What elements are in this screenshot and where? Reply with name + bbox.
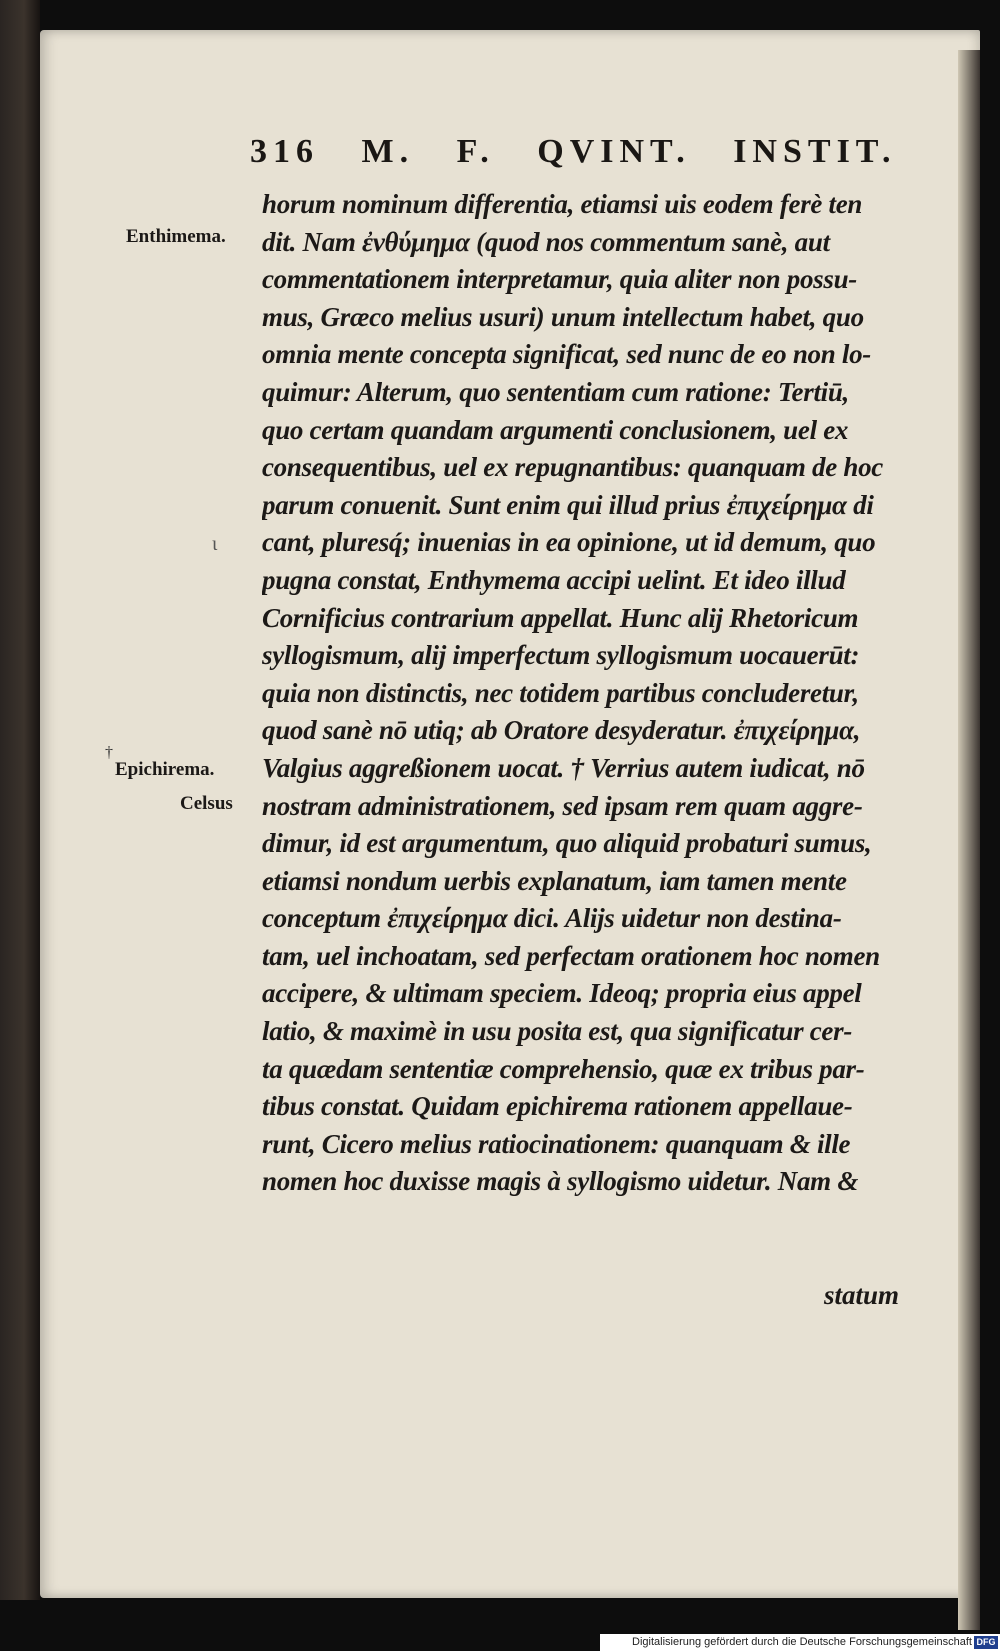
text-line: mus, Græco melius usuri) unum intellectum habet, quo	[262, 301, 864, 332]
text-line: cant, pluresq́; inuenias in ea opinione, ut id demum, quo	[262, 527, 876, 558]
text-line: syllogismum, alij imperfectum syllogismum uocauerūt:	[262, 640, 860, 671]
book-spine-edge	[0, 0, 40, 1600]
text-line: accipere, & ultimam speciem. Ideoq; propria eius appel	[262, 978, 862, 1009]
text-line: ta quædam sententiæ comprehensio, quæ ex tribus par-	[262, 1053, 865, 1084]
text-line: commentationem interpretamur, quia aliter non possu-	[262, 264, 857, 295]
text-line: quod sanè nō utiq; ab Oratore desyderatur. ἐπιχείρημα,	[262, 715, 861, 746]
margin-note-enthimema: Enthimema.	[126, 226, 226, 247]
digitization-credit	[600, 1634, 1000, 1651]
header-part: INSTIT.	[733, 133, 897, 170]
credit-text: Digitalisierung gefördert durch die Deutsche Forschungsgemeinschaft	[632, 1636, 972, 1648]
text-line: Valgius aggreßionem uocat. † Verrius autem iudicat, nō	[262, 752, 865, 783]
margin-dagger: †	[105, 744, 113, 761]
body-text	[262, 186, 932, 1201]
text-line: nostram administrationem, sed ipsam rem quam aggre-	[262, 790, 863, 821]
text-line: etiamsi nondum uerbis explanatum, iam tamen mente	[262, 865, 847, 896]
text-line: conceptum ἐπιχείρημα dici. Alijs uidetur non destina-	[262, 903, 842, 934]
text-line: pugna constat, Enthymema accipi uelint. Et ideo illud	[262, 564, 846, 595]
header-part: F.	[456, 133, 495, 170]
text-line: quia non distinctis, nec totidem partibus concluderetur,	[262, 677, 859, 708]
text-line: latio, & maximè in usu posita est, qua significatur cer-	[262, 1016, 853, 1047]
text-line: dimur, id est argumentum, quo aliquid probaturi sumus,	[262, 828, 872, 859]
header-part: QVINT.	[537, 133, 691, 170]
text-line: Cornificius contrarium appellat. Hunc alij Rhetoricum	[262, 602, 859, 633]
text-line: parum conuenit. Sunt enim qui illud prius ἐπιχείρημα di	[262, 489, 874, 520]
margin-note-epichirema: Epichirema.	[115, 759, 215, 780]
text-line: tam, uel inchoatam, sed perfectam orationem hoc nomen	[262, 940, 880, 971]
text-line: omnia mente concepta significat, sed nunc de eo non lo-	[262, 339, 871, 370]
stray-mark: ι	[212, 533, 218, 555]
page-number: 316	[250, 133, 319, 170]
text-line: horum nominum differentia, etiamsi uis eodem ferè ten	[262, 189, 863, 219]
dfg-logo: DFG	[974, 1636, 998, 1649]
margin-note-celsus: Celsus	[180, 793, 233, 814]
text-line: consequentibus, uel ex repugnantibus: quanquam de hoc	[262, 452, 883, 483]
running-header	[250, 133, 897, 171]
page-edge-shadow	[958, 50, 980, 1630]
text-line: nomen hoc duxisse magis à syllogismo uidetur. Nam &	[262, 1166, 859, 1197]
text-line: quo certam quandam argumenti conclusionem, uel ex	[262, 414, 849, 445]
text-line: tibus constat. Quidam epichirema rationem appellaue-	[262, 1091, 853, 1122]
header-part: M.	[361, 133, 415, 170]
text-line: quimur: Alterum, quo sententiam cum ratione: Tertiū,	[262, 376, 850, 407]
text-line: dit. Nam ἐνθύμημα (quod nos commentum sanè, aut	[262, 226, 830, 257]
catchword: statum	[824, 1280, 900, 1310]
text-line: runt, Cicero melius ratiocinationem: quanquam & ille	[262, 1128, 851, 1159]
